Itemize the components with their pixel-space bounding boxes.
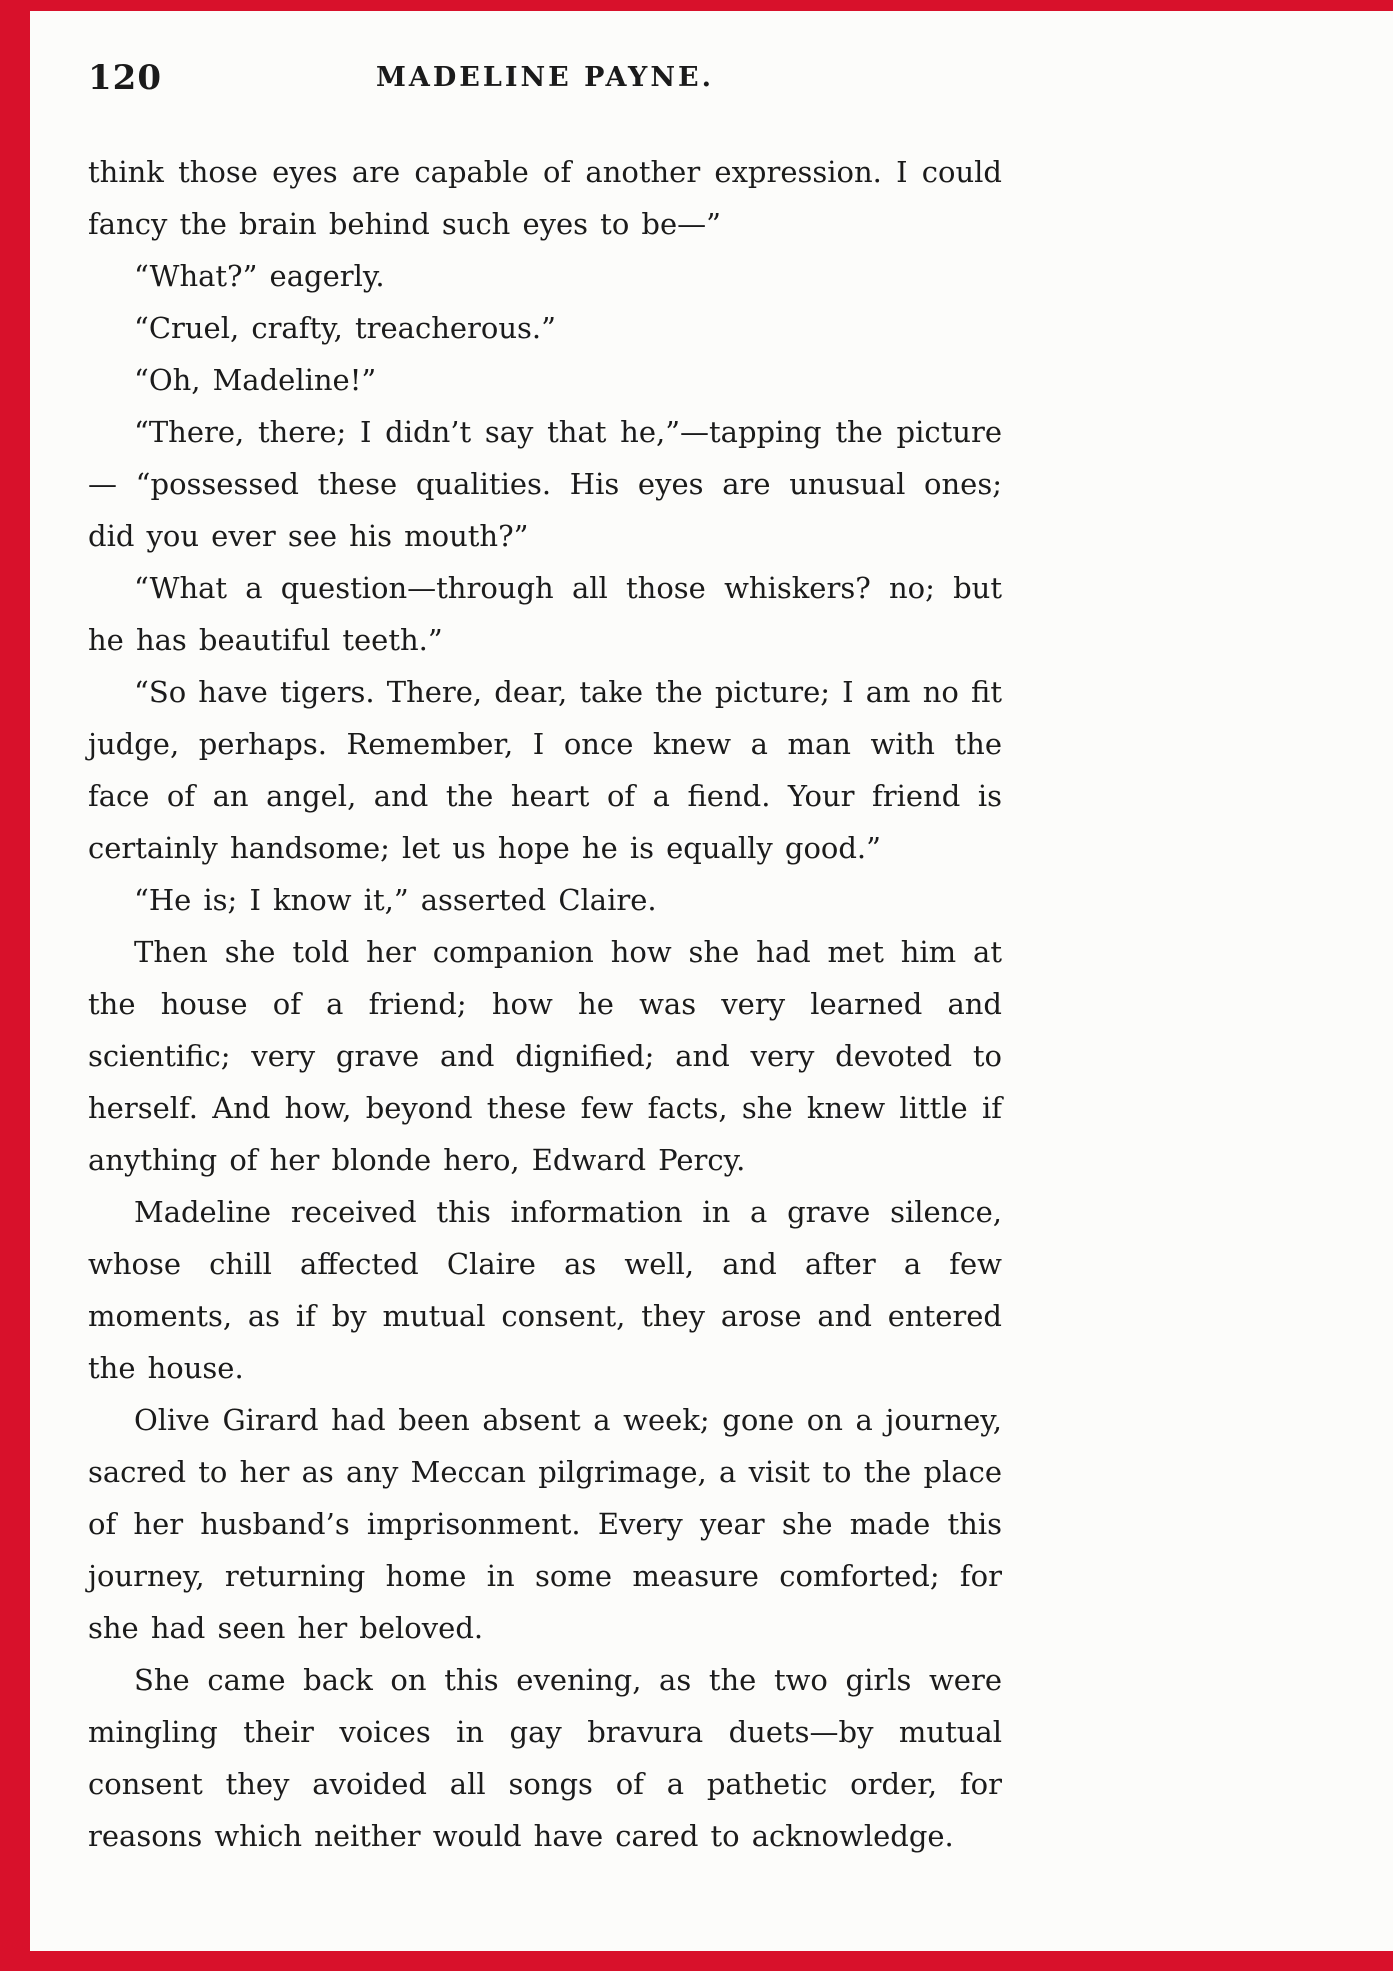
paragraph: Madeline received this information in a grave silence, whose chill affected Claire as well, and after a few moments, as if by mutual consent, they arose and entered the house. — [88, 1195, 1002, 1385]
scan-edge-top — [0, 0, 1393, 11]
page-content — [88, 58, 1002, 1862]
paragraph: “He is; I know it,” asserted Claire. — [134, 883, 657, 917]
paragraph: “What?” eagerly. — [134, 259, 385, 293]
running-title: MADELINE PAYNE. — [376, 62, 714, 93]
paragraph: “What a question—through all those whiskers? no; but he has beautiful teeth.” — [88, 571, 1002, 657]
page-header — [88, 58, 1002, 110]
scan-edge-left — [0, 0, 30, 1971]
paragraph: She came back on this evening, as the two girls were mingling their voices in gay bravura duets—by mutual consent they avoided all songs of a pathetic order, for reasons which neither would have cared to acknowledge. — [88, 1663, 1002, 1853]
paragraph: “So have tigers. There, dear, take the picture; I am no fit judge, perhaps. Remember, I once knew a man with the face of an angel, and the heart of a fiend. Your friend is certainly handsome; let us hope he is equally good.” — [88, 675, 1002, 865]
body-text — [88, 146, 1002, 1862]
paragraph: Olive Girard had been absent a week; gone on a journey, sacred to her as any Meccan pilgrimage, a visit to the place of her husband’s imprisonment. Every year she made this journey, returning home in some measure comforted; for she had seen her beloved. — [88, 1403, 1002, 1645]
paragraph: “There, there; I didn’t say that he,”—tapping the picture— “possessed these qualities. His eyes are unusual ones; did you ever see his mouth?” — [88, 415, 1002, 553]
paragraph: “Oh, Madeline!” — [134, 363, 377, 397]
paragraph: think those eyes are capable of another expression. I could fancy the brain behind such eyes to be—” — [88, 155, 1002, 241]
paragraph: “Cruel, crafty, treacherous.” — [134, 311, 556, 345]
page-number: 120 — [88, 58, 162, 98]
scan-edge-bottom — [0, 1951, 1393, 1971]
paragraph: Then she told her companion how she had met him at the house of a friend; how he was very learned and scientific; very grave and dignified; and very devoted to herself. And how, beyond these few facts, she knew little if anything of her blonde hero, Edward Percy. — [88, 935, 1002, 1177]
